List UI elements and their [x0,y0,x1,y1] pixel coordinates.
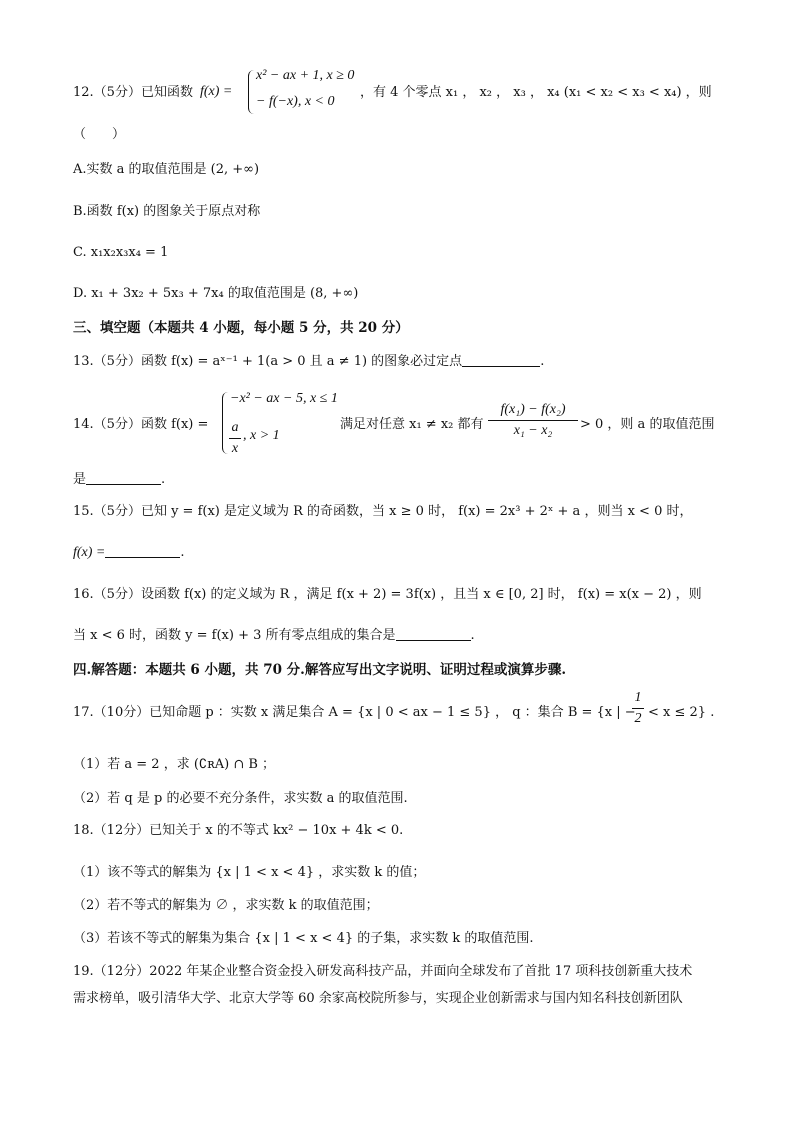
q14-tail: > 0 ，则 a 的取值范围 [580,417,715,432]
q14-answer-blank[interactable] [86,470,161,485]
q14-lead: 14.（5分）函数 f(x) = [73,417,209,432]
q12-fx: f(x) = [200,84,233,99]
q12-tail: ，有 4 个零点 x₁ ， x₂ ， x₃ ， x₄ (x₁ < x₂ < x₃ < x₄) ，则 [360,85,712,100]
q12-paren: （ ） [73,127,126,142]
q14-case2-fraction [229,420,241,457]
q16-text: 16.（5分）设函数 f(x) 的定义域为 R ，满足 f(x + 2) = 3f(x) ，且当 x ∈ [0, 2] 时， f(x) = x(x − 2) ，则 [73,587,702,602]
q17-fraction [632,690,644,727]
q14-case2-den: x [231,441,239,456]
q12-brace [248,70,255,114]
q17-tail: < x ≤ 2} . [648,705,715,720]
q12-option-b: B.函数 f(x) 的图象关于原点对称 [73,204,261,219]
q12-lead: 12.（5分）已知函数 [73,85,193,100]
q14-frac-den: x₁ − x₂ [513,423,553,438]
q12-option-d: D. x₁ + 3x₂ + 5x₃ + 7x₄ 的取值范围是 (8, +∞) [73,286,359,301]
q12-option-a: A.实数 a 的取值范围是 (2, +∞) [73,162,260,177]
q13-answer-blank[interactable] [462,352,540,367]
q17-lead: 17.（10分）已知命题 p ：实数 x 满足集合 A = {x | 0 < ax − 1 ≤ 5} ， q ：集合 B = {x | − [73,705,636,720]
q13-text: 13.（5分）函数 f(x) = aˣ⁻¹ + 1(a > 0 且 a ≠ 1) 的图象必过定点 [73,354,463,369]
q14-frac-num: f(x₁) − f(x₂) [500,402,566,417]
q15-text: 15.（5分）已知 y = f(x) 是定义域为 R 的奇函数，当 x ≥ 0 时， f(x) = 2x³ + 2ˣ + a ，则当 x < 0 时， [73,504,693,519]
q14-line2 [73,470,165,489]
q15-line2 [73,543,185,562]
q14-brace [222,392,229,454]
q14-mid: 满足对任意 x₁ ≠ x₂ 都有 [340,417,484,432]
q14-case2-num: a [231,420,239,435]
q18-sub2: （2）若不等式的解集为 ∅ ，求实数 k 的取值范围； [73,898,379,913]
q15-line2-text: f(x) = [73,545,106,560]
q16-answer-blank[interactable] [396,626,471,641]
q16-line2-text: 当 x < 6 时，函数 y = f(x) + 3 所有零点组成的集合是 [73,628,396,643]
q13-end: . [540,354,545,369]
q19-line1: 19.（12分）2022 年某企业整合资金投入研发高科技产品，并面向全球发布了首批 17 项科技创新重大技术 [73,964,693,979]
q15-end: . [180,545,185,560]
q18-text: 18.（12分）已知关于 x 的不等式 kx² − 10x + 4k < 0. [73,823,404,838]
q12-case2: − f(−x), x < 0 [256,94,335,109]
q14-case1: −x² − ax − 5, x ≤ 1 [230,391,338,406]
q15-answer-blank[interactable] [105,543,180,558]
q13 [73,352,544,371]
q14-end: . [161,472,166,487]
section3-heading: 三、填空题（本题共 4 小题，每小题 5 分，共 20 分） [73,320,409,336]
q18-sub3: （3）若该不等式的解集为集合 {x | 1 < x < 4} 的子集，求实数 k 的取值范围. [73,931,534,946]
q19-line2: 需求榜单，吸引清华大学、北京大学等 60 余家高校院所参与，实现企业创新需求与国内知名科技创新团队 [73,991,683,1006]
q16-line2 [73,626,475,645]
q18-sub1: （1）该不等式的解集为 {x | 1 < x < 4} ，求实数 k 的值； [73,865,426,880]
q14-fraction [488,402,578,439]
q12-option-c: C. x₁x₂x₃x₄ = 1 [73,245,169,260]
q17-frac-num: 1 [634,690,642,705]
q14-line2-text: 是 [73,472,87,487]
section4-heading: 四.解答题：本题共 6 小题，共 70 分.解答应写出文字说明、证明过程或演算步骤. [73,662,567,678]
q17-frac-den: 2 [634,711,642,726]
q14-case2-tail: , x > 1 [243,428,280,443]
q12-case1: x² − ax + 1, x ≥ 0 [256,68,355,83]
q17-sub2: （2）若 q 是 p 的必要不充分条件，求实数 a 的取值范围. [73,791,408,806]
q16-end: . [470,628,475,643]
q17-sub1: （1）若 a = 2 ，求 (∁ʀA) ∩ B ； [73,757,276,772]
